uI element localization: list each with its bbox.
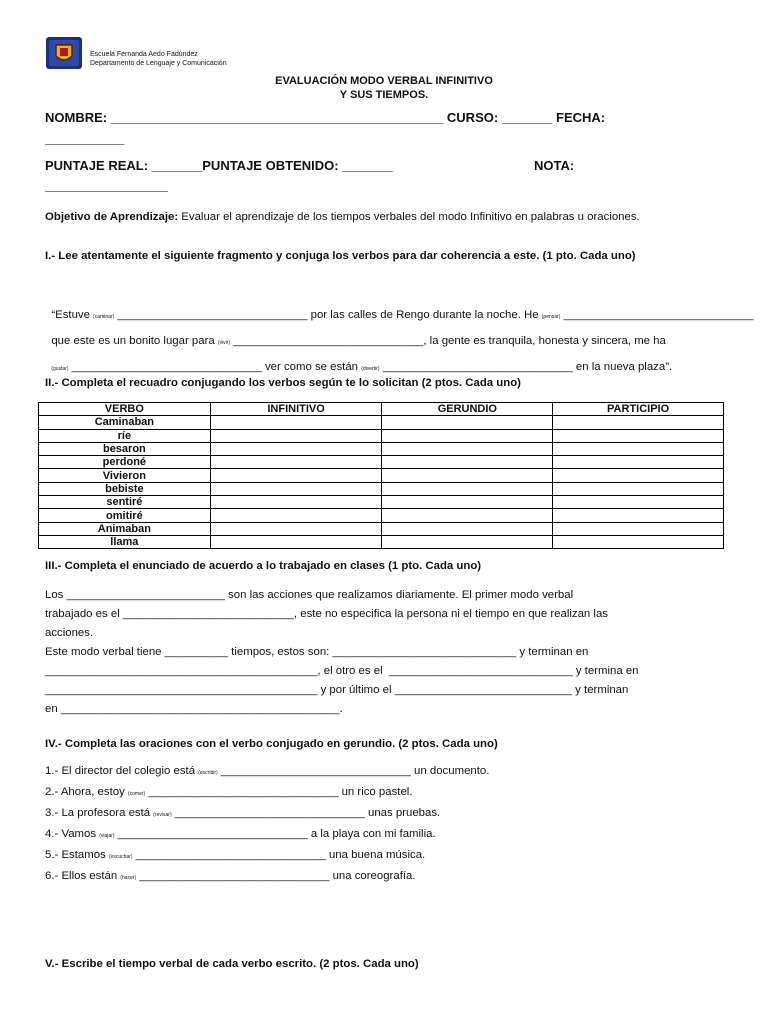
item-text: 3.- La profesora está bbox=[45, 807, 154, 819]
section4-heading: IV.- Completa las oraciones con el verbo conjugado en gerundio. (2 ptos. Cada uno) bbox=[45, 738, 498, 750]
blank-text[interactable]: ______________________________ por las calles de Rengo durante la noche. He bbox=[114, 309, 542, 321]
participio-cell[interactable] bbox=[553, 442, 724, 455]
objective-text: Evaluar el aprendizaje de los tiempos verbales del modo Infinitivo en palabras u oraciones. bbox=[178, 211, 640, 223]
gerundio-cell[interactable] bbox=[382, 482, 553, 495]
item-text: 2.- Ahora, estoy bbox=[45, 786, 128, 798]
exam-title-line2: Y SUS TIEMPOS. bbox=[339, 89, 429, 101]
gerund-item bbox=[45, 804, 489, 825]
gerundio-cell[interactable] bbox=[382, 429, 553, 442]
section3-body bbox=[45, 586, 639, 719]
section3-heading: III.- Completa el enunciado de acuerdo a lo trabajado en clases (1 pto. Cada uno) bbox=[45, 560, 482, 572]
table-row bbox=[39, 535, 724, 548]
section5-heading: V.- Escribe el tiempo verbal de cada verbo escrito. (2 ptos. Cada uno) bbox=[45, 958, 419, 970]
infinitivo-cell[interactable] bbox=[210, 429, 382, 442]
item-text: 4.- Vamos bbox=[45, 828, 100, 840]
verb-cell: besaron bbox=[39, 442, 211, 455]
infinitivo-cell[interactable] bbox=[210, 535, 382, 548]
gerundio-cell[interactable] bbox=[382, 496, 553, 509]
section3-line[interactable]: trabajado es el ___________________________, este no especifica la persona ni el tiempo en que realizan las bbox=[45, 608, 608, 620]
verb-hint: (escuchar) bbox=[108, 854, 133, 860]
verb-cell: ríe bbox=[39, 429, 211, 442]
blank-text[interactable]: ______________________________ un documento. bbox=[217, 765, 490, 777]
verb-cell: Vivieron bbox=[39, 469, 211, 482]
learning-objective bbox=[45, 208, 725, 228]
participio-cell[interactable] bbox=[553, 509, 724, 522]
section3-line[interactable]: en ____________________________________________. bbox=[45, 703, 343, 715]
verb-cell: Animaban bbox=[39, 522, 211, 535]
gerund-item bbox=[45, 825, 489, 846]
verb-hint: (escribir) bbox=[198, 770, 218, 776]
item-text: 1.- El director del colegio está bbox=[45, 765, 199, 777]
school-name: Escuela Fernanda Aedo Fadúndez bbox=[90, 51, 198, 58]
item-text: 6.- Ellos están bbox=[45, 870, 121, 882]
gerund-item bbox=[45, 762, 489, 783]
participio-cell[interactable] bbox=[553, 522, 724, 535]
table-row bbox=[39, 456, 724, 469]
text: que este es un bonito lugar para bbox=[51, 335, 218, 347]
section2-heading: II.- Completa el recuadro conjugando los verbos según te lo solicitan (2 ptos. Cada uno) bbox=[45, 377, 521, 389]
table-header-row bbox=[39, 403, 724, 416]
infinitivo-cell[interactable] bbox=[210, 456, 382, 469]
section3-line[interactable]: Este modo verbal tiene __________ tiempos, estos son: _____________________________ y terminan en bbox=[45, 646, 589, 658]
grade-label: NOTA: bbox=[534, 158, 575, 173]
table-row bbox=[39, 416, 724, 429]
verb-hint: (hacer) bbox=[120, 875, 137, 881]
section3-line[interactable]: Los _________________________ son las acciones que realizamos diariamente. El primer modo verbal bbox=[45, 589, 574, 601]
blank-text[interactable]: ______________________________ un rico pastel. bbox=[145, 786, 413, 798]
table-row bbox=[39, 442, 724, 455]
verb-hint: (revisar) bbox=[153, 812, 172, 818]
blank-text[interactable]: ______________________________, la gente es tranquila, honesta y sincera, me ha bbox=[230, 335, 666, 347]
table-row bbox=[39, 522, 724, 535]
verb-cell: Caminaban bbox=[39, 416, 211, 429]
blank-text[interactable]: ______________________________ a la playa con mi familia. bbox=[114, 828, 436, 840]
verb-hint: (divertir) bbox=[361, 366, 380, 372]
gerundio-cell[interactable] bbox=[382, 456, 553, 469]
gerundio-cell[interactable] bbox=[382, 416, 553, 429]
section1-heading: I.- Lee atentamente el siguiente fragmento y conjuga los verbos para dar coherencia a este. (1 pto. Cada uno) bbox=[45, 250, 636, 262]
exam-title-line1: EVALUACIÓN MODO VERBAL INFINITIVO bbox=[275, 75, 493, 87]
table-row bbox=[39, 496, 724, 509]
blank-text[interactable]: ______________________________ ver como se están bbox=[68, 361, 362, 373]
participio-cell[interactable] bbox=[553, 416, 724, 429]
section4-body bbox=[45, 762, 489, 888]
verb-hint: (gustar) bbox=[51, 366, 69, 372]
school-info bbox=[90, 50, 227, 68]
column-header: INFINITIVO bbox=[210, 403, 382, 416]
infinitivo-cell[interactable] bbox=[210, 442, 382, 455]
exam-title bbox=[0, 74, 768, 102]
table-row bbox=[39, 469, 724, 482]
section1-line3 bbox=[45, 339, 672, 379]
verb-hint: (caminar) bbox=[93, 314, 115, 320]
infinitivo-cell[interactable] bbox=[210, 522, 382, 535]
score-line[interactable]: PUNTAJE REAL: _______PUNTAJE OBTENIDO: _______ bbox=[45, 158, 393, 173]
date-line-continuation[interactable]: ___________ bbox=[45, 131, 125, 146]
participio-cell[interactable] bbox=[553, 535, 724, 548]
gerund-item bbox=[45, 846, 489, 867]
gerundio-cell[interactable] bbox=[382, 469, 553, 482]
text: “Estuve bbox=[51, 309, 94, 321]
infinitivo-cell[interactable] bbox=[210, 496, 382, 509]
participio-cell[interactable] bbox=[553, 496, 724, 509]
blank-text[interactable]: ______________________________ una coreografía. bbox=[136, 870, 416, 882]
verb-cell: perdoné bbox=[39, 456, 211, 469]
column-header: VERBO bbox=[39, 403, 211, 416]
participio-cell[interactable] bbox=[553, 482, 724, 495]
school-logo bbox=[45, 36, 83, 70]
participio-cell[interactable] bbox=[553, 429, 724, 442]
section3-line[interactable]: acciones. bbox=[45, 627, 94, 639]
verb-hint: (pensar) bbox=[541, 314, 561, 320]
objective-label: Objetivo de Aprendizaje: bbox=[45, 211, 179, 223]
verb-hint: (vivir) bbox=[217, 340, 231, 346]
column-header: PARTICIPIO bbox=[553, 403, 724, 416]
gerund-item bbox=[45, 783, 489, 804]
verb-cell: omitiré bbox=[39, 509, 211, 522]
table-row bbox=[39, 482, 724, 495]
name-course-date-line[interactable]: NOMBRE: ______________________________________________ CURSO: _______ FECHA: bbox=[45, 110, 606, 125]
participio-cell[interactable] bbox=[553, 456, 724, 469]
section3-line[interactable]: ___________________________________________ y por último el ____________________________ y terminan bbox=[45, 684, 629, 696]
table-row bbox=[39, 509, 724, 522]
infinitivo-cell[interactable] bbox=[210, 482, 382, 495]
table-row bbox=[39, 429, 724, 442]
verb-cell: sentiré bbox=[39, 496, 211, 509]
blank-text[interactable]: ______________________________ en la nueva plaza”. bbox=[379, 361, 673, 373]
gerund-item bbox=[45, 867, 489, 888]
gerundio-cell[interactable] bbox=[382, 522, 553, 535]
verb-hint: (comer) bbox=[127, 791, 146, 797]
gerundio-cell[interactable] bbox=[382, 442, 553, 455]
gerundio-cell[interactable] bbox=[382, 535, 553, 548]
infinitivo-cell[interactable] bbox=[210, 469, 382, 482]
grade-line[interactable]: _________________ bbox=[45, 178, 168, 193]
blank-text[interactable]: ______________________________ bbox=[560, 309, 754, 321]
verb-cell: llama bbox=[39, 535, 211, 548]
column-header: GERUNDIO bbox=[382, 403, 553, 416]
school-department: Departamento de Lenguaje y Comunicación bbox=[90, 60, 227, 67]
section3-line[interactable]: ___________________________________________, el otro es el _____________________________ y termina en bbox=[45, 665, 639, 677]
blank-text[interactable]: ______________________________ unas pruebas. bbox=[171, 807, 441, 819]
item-text: 5.- Estamos bbox=[45, 849, 109, 861]
verb-hint: (viajar) bbox=[99, 833, 115, 839]
infinitivo-cell[interactable] bbox=[210, 509, 382, 522]
verb-cell: bebiste bbox=[39, 482, 211, 495]
participio-cell[interactable] bbox=[553, 469, 724, 482]
blank-text[interactable]: ______________________________ una buena música. bbox=[132, 849, 426, 861]
infinitivo-cell[interactable] bbox=[210, 416, 382, 429]
gerundio-cell[interactable] bbox=[382, 509, 553, 522]
verb-table bbox=[38, 402, 724, 549]
